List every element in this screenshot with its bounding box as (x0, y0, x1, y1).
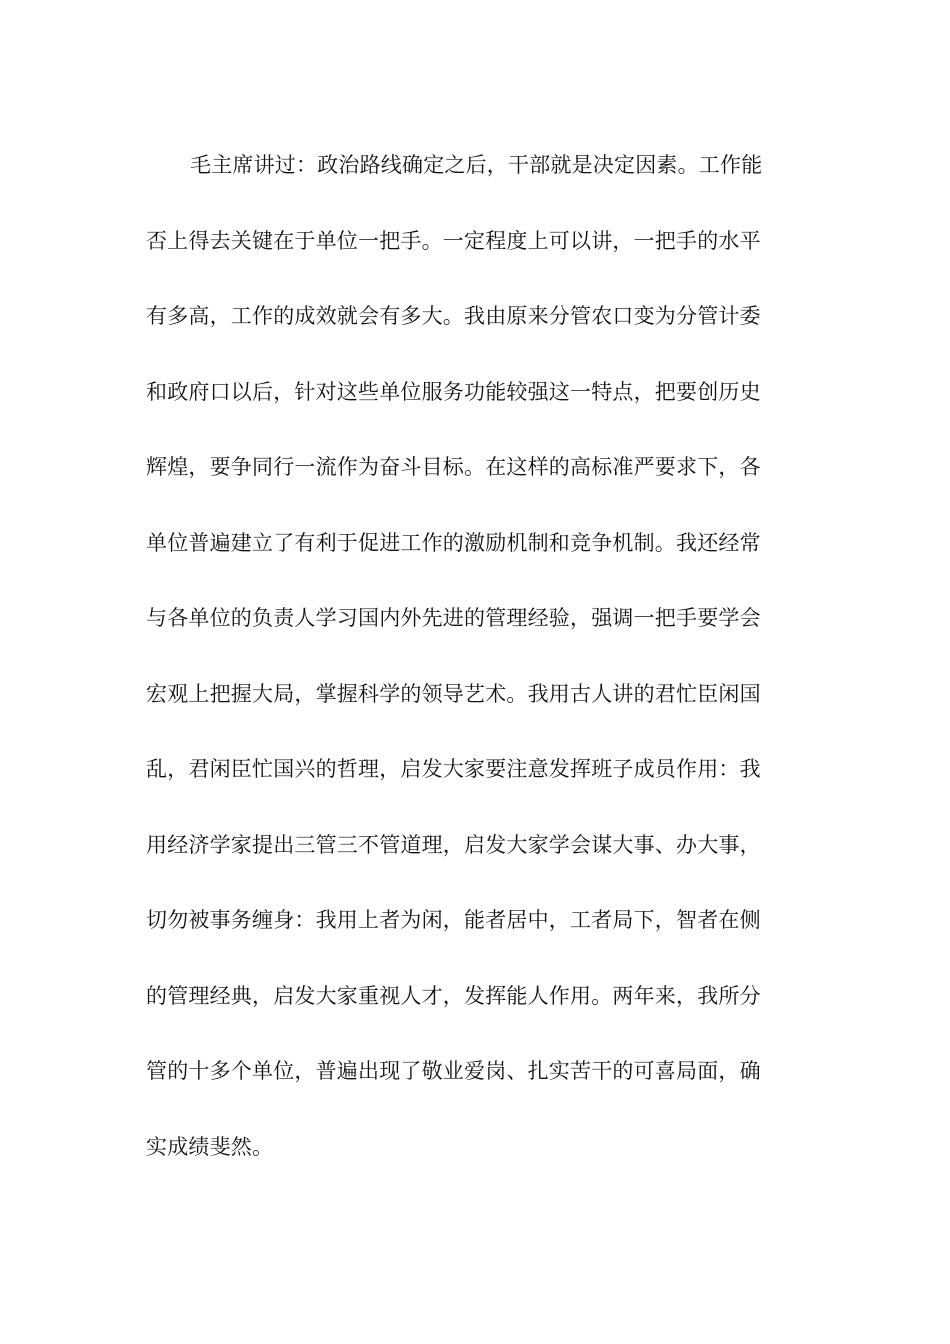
paragraph-line: 实成绩斐然。 (146, 1134, 274, 1159)
paragraph-line: 有多高，工作的成效就会有多大。我由原来分管农口变为分管计委 (146, 304, 761, 328)
paragraph-line: 辉煌，要争同行一流作为奋斗目标。在这样的高标准严要求下，各 (146, 455, 761, 479)
paragraph-line: 切勿被事务缠身：我用上者为闲，能者居中，工者局下，智者在侧 (146, 908, 761, 932)
paragraph-line: 与各单位的负责人学习国内外先进的管理经验，强调一把手要学会 (146, 606, 761, 630)
paragraph-line: 毛主席讲过：政治路线确定之后，干部就是决定因素。工作能 (190, 153, 763, 177)
paragraph-line: 宏观上把握大局，掌握科学的领导艺术。我用古人讲的君忙臣闲国 (146, 681, 761, 706)
paragraph-line: 否上得去关键在于单位一把手。一定程度上可以讲，一把手的水平 (146, 228, 761, 253)
paragraph-line: 乱，君闲臣忙国兴的哲理，启发大家要注意发挥班子成员作用：我 (146, 757, 761, 781)
paragraph-line: 用经济学家提出三管三不管道理，启发大家学会谋大事、办大事， (146, 832, 761, 857)
body-paragraph (146, 128, 796, 1185)
paragraph-line: 管的十多个单位，普遍出现了敬业爱岗、扎实苦干的可喜局面，确 (146, 1059, 761, 1083)
paragraph-line: 和政府口以后，针对这些单位服务功能较强这一特点，把要创历史 (146, 379, 761, 404)
paragraph-line: 单位普遍建立了有利于促进工作的激励机制和竞争机制。我还经常 (146, 530, 761, 555)
paragraph-line: 的管理经典，启发大家重视人才，发挥能人作用。两年来，我所分 (146, 983, 761, 1008)
